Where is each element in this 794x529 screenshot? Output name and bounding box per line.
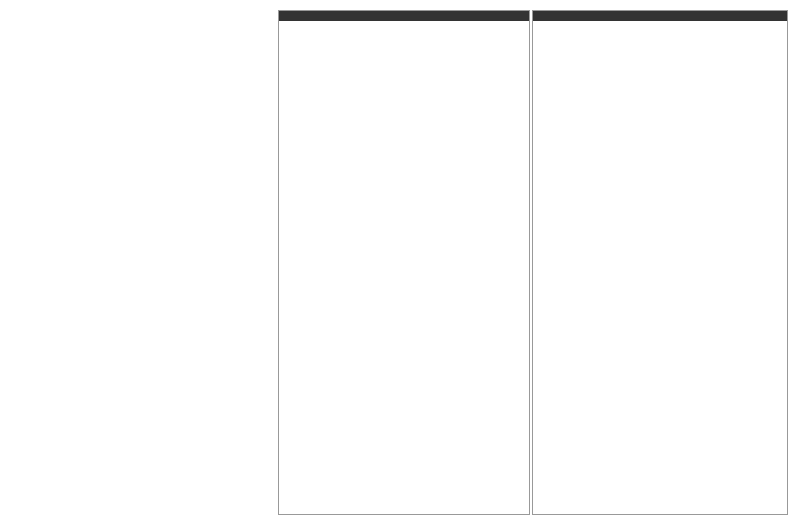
column-right bbox=[532, 10, 788, 515]
column-left bbox=[8, 10, 270, 515]
top-notice bbox=[279, 11, 529, 21]
column-middle bbox=[278, 10, 530, 515]
top-notice-right bbox=[533, 11, 787, 21]
